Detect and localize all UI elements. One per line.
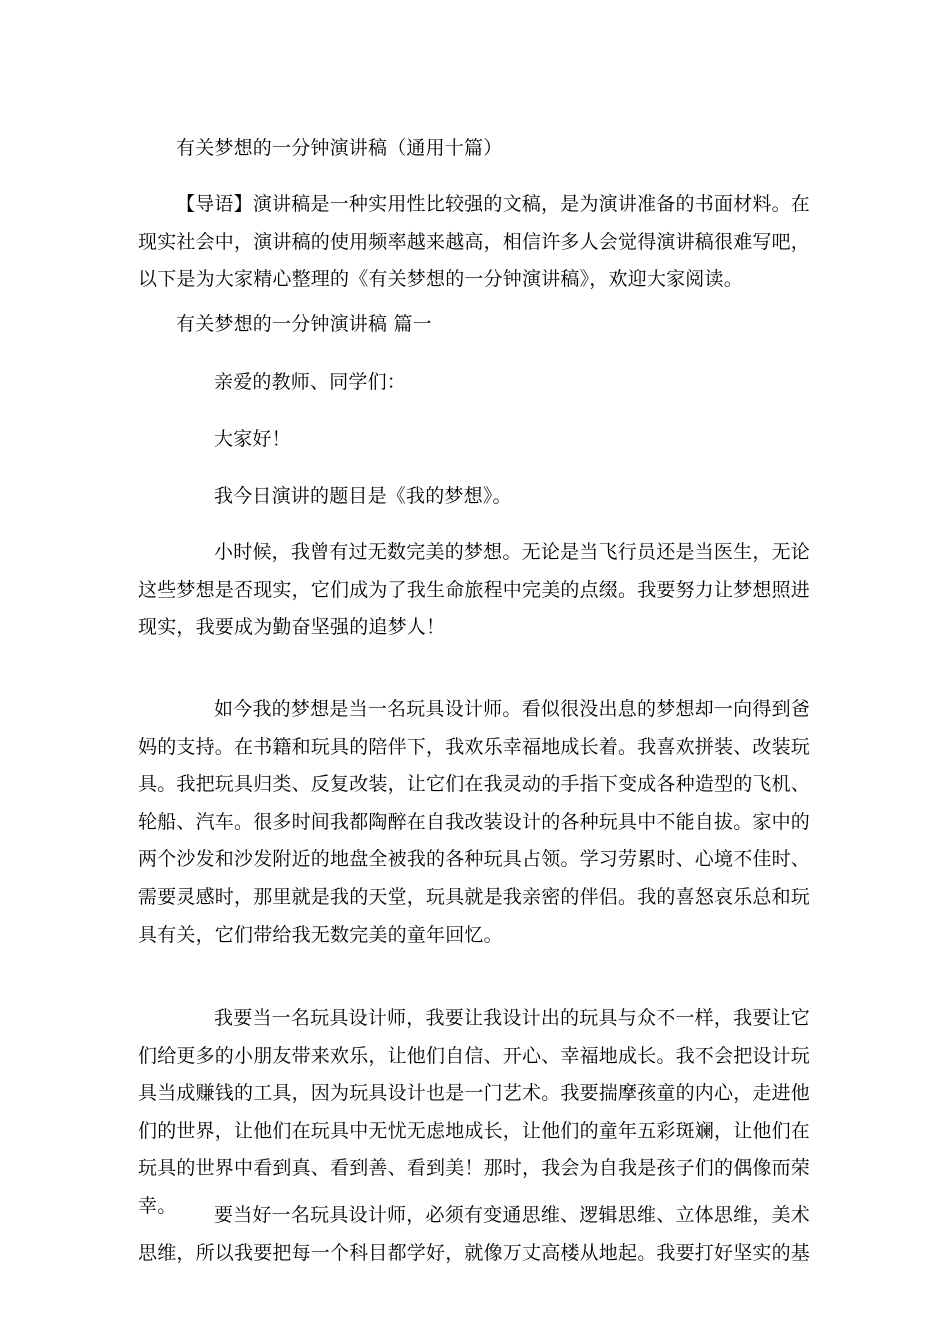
document-title: 有关梦想的一分钟演讲稿（通用十篇） <box>176 137 503 159</box>
topic-line: 我今日演讲的题目是《我的梦想》。 <box>214 485 512 507</box>
body-paragraph-1: 小时候，我曾有过无数完美的梦想。无论是当飞行员还是当医生，无论这些梦想是否现实，它们成为了我生命旅程中完美的点缀。我要努力让梦想照进现实，我要成为勤奋坚强的追梦人！ <box>138 541 811 639</box>
body-paragraph-4: 要当好一名玩具设计师，必须有变通思维、逻辑思维、立体思维，美术思维，所以我要把每一个科目都学好，就像万丈高楼从地起。我要打好坚实的基 <box>138 1204 811 1264</box>
salutation: 亲爱的教师、同学们： <box>214 371 407 393</box>
body-paragraph-2: 如今我的梦想是当一名玩具设计师。看似很没出息的梦想却一向得到爸妈的支持。在书籍和玩具的陪伴下，我欢乐幸福地成长着。我喜欢拼装、改装玩具。我把玩具归类、反复改装，让它们在我灵动的手指下变成各种造型的飞机、轮船、汽车。很多时间我都陶醉在自我改装设计的各种玩具中不能自拔。家中的两个沙发和沙发附近的地盘全被我的各种玩具占领。学习劳累时、心境不佳时、需要灵感时，那里就是我的天堂，玩具就是我亲密的伴侣。我的喜怒哀乐总和玩具有关，它们带给我无数完美的童年回忆。 <box>138 698 811 946</box>
body-paragraph-3: 我要当一名玩具设计师，我要让我设计出的玩具与众不一样，我要让它们给更多的小朋友带来欢乐，让他们自信、开心、幸福地成长。我不会把设计玩具当成赚钱的工具，因为玩具设计也是一门艺术。我要揣摩孩童的内心，走进他们的世界，让他们在玩具中无忧无虑地成长，让他们的童年五彩斑斓，让他们在玩具的世界中看到真、看到善、看到美！那时，我会为自我是孩子们的偶像而荣幸。 <box>138 1007 811 1217</box>
intro-paragraph: 【导语】演讲稿是一种实用性比较强的文稿，是为演讲准备的书面材料。在现实社会中，演讲稿的使用频率越来越高，相信许多人会觉得演讲稿很难写吧，以下是为大家精心整理的《有关梦想的一分钟演讲稿》，欢迎大家阅读。 <box>138 193 811 291</box>
greeting: 大家好！ <box>214 428 291 450</box>
section-heading: 有关梦想的一分钟演讲稿 篇一 <box>176 313 432 335</box>
